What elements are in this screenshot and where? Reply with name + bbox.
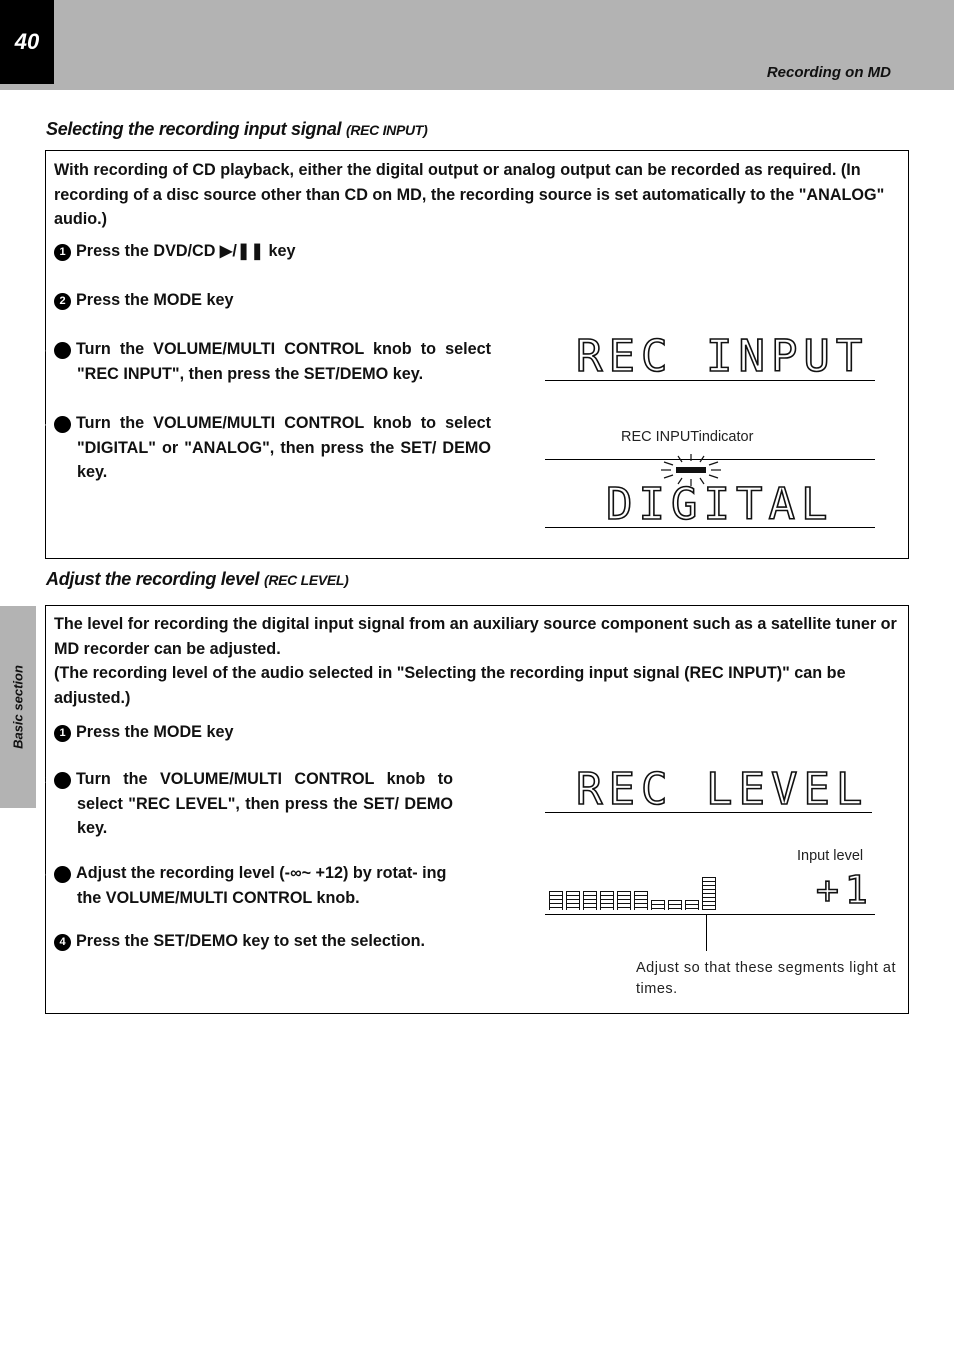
- level-segment: [668, 900, 682, 910]
- level-segment: [685, 900, 699, 910]
- level-meter: [549, 874, 719, 910]
- input-level-label: Input level: [797, 848, 864, 864]
- step-text: Turn the VOLUME/MULTI CONTROL knob to select "REC INPUT", then press the SET/DEMO key.: [76, 340, 491, 383]
- section1-step-4: [39, 411, 491, 485]
- level-segment: [583, 891, 597, 910]
- step-text: Press the MODE key: [76, 723, 234, 741]
- section1-step-1: [54, 239, 296, 264]
- step-text: Press the DVD/CD ▶/❚❚ key: [76, 242, 296, 260]
- callout-line: [706, 914, 707, 951]
- section2-intro-2: (The recording level of the audio selected in "Selecting the recording input signal (REC INPUT)" can be adjusted.): [54, 664, 846, 707]
- level-segment: [702, 877, 716, 910]
- step-number-icon: 3: [54, 866, 71, 883]
- section1-step-3: [39, 337, 491, 386]
- step-number-icon: 2: [54, 772, 71, 789]
- section2-step-4: [54, 929, 425, 954]
- level-segment: [566, 891, 580, 910]
- page-number: 40: [0, 0, 54, 84]
- adjust-note: Adjust so that these segments light at times.: [636, 960, 896, 997]
- section2-title-text: Adjust the recording level: [46, 569, 260, 589]
- running-title: Recording on MD: [766, 64, 891, 81]
- level-value: +1: [816, 868, 874, 912]
- step-number-icon: 1: [54, 244, 71, 261]
- step-text: Press the MODE key: [76, 291, 234, 309]
- section2-step-1: [54, 720, 233, 745]
- section1-title-suffix: (REC INPUT): [345, 122, 428, 138]
- step-number-icon: 1: [54, 725, 71, 742]
- step-number-icon: 2: [54, 293, 71, 310]
- section1-intro: With recording of CD playback, either the digital output or analog output can be recorded as required. (In recording of a disc source other than CD on MD, the recording source is set automatically to the "ANALOG" audio.): [54, 161, 885, 228]
- step-text: Turn the VOLUME/MULTI CONTROL knob to select "DIGITAL" or "ANALOG", then press the SET/ DEMO key.: [76, 414, 491, 481]
- section2-intro-1: The level for recording the digital input signal from an auxiliary source component such as a satellite tuner or MD recorder can be adjusted.: [54, 615, 897, 658]
- section2-title-suffix: (REC LEVEL): [263, 572, 349, 588]
- section1-title-text: Selecting the recording input signal: [46, 119, 342, 139]
- step-text: Turn the VOLUME/MULTI CONTROL knob to select "REC LEVEL", then press the SET/ DEMO key.: [76, 770, 453, 837]
- rec-input-indicator-label: REC INPUTindicator: [621, 429, 754, 445]
- section1-title: [46, 119, 427, 140]
- section2-title: [46, 569, 349, 590]
- step-number-icon: 4: [54, 416, 71, 433]
- section2-step-2: [39, 767, 453, 841]
- display-underline: [545, 914, 875, 915]
- step-text: Adjust the recording level (-∞~ +12) by rotat- ing the VOLUME/MULTI CONTROL knob.: [76, 864, 447, 907]
- section1-box: [39, 150, 909, 559]
- display-rec-level: REC LEVEL: [576, 764, 869, 815]
- section2-box: [39, 605, 909, 1014]
- side-tab: [0, 606, 36, 808]
- display-underline: [545, 812, 872, 813]
- level-segment: [600, 891, 614, 910]
- side-tab-label: Basic section: [10, 665, 26, 749]
- step-text: Press the SET/DEMO key to set the selection.: [76, 932, 426, 950]
- level-segment: [617, 891, 631, 910]
- section2-step-3: [39, 861, 453, 910]
- display-digital: DIGITAL: [606, 479, 834, 530]
- step-number-icon: 3: [54, 342, 71, 359]
- level-segment: [651, 900, 665, 910]
- step-number-icon: 4: [54, 934, 71, 951]
- display-underline: [545, 527, 875, 528]
- display-rec-input: REC INPUT: [576, 331, 869, 382]
- level-segment: [549, 891, 563, 910]
- display-underline: [545, 380, 875, 381]
- level-segment: [634, 891, 648, 910]
- section1-step-2: [54, 288, 233, 313]
